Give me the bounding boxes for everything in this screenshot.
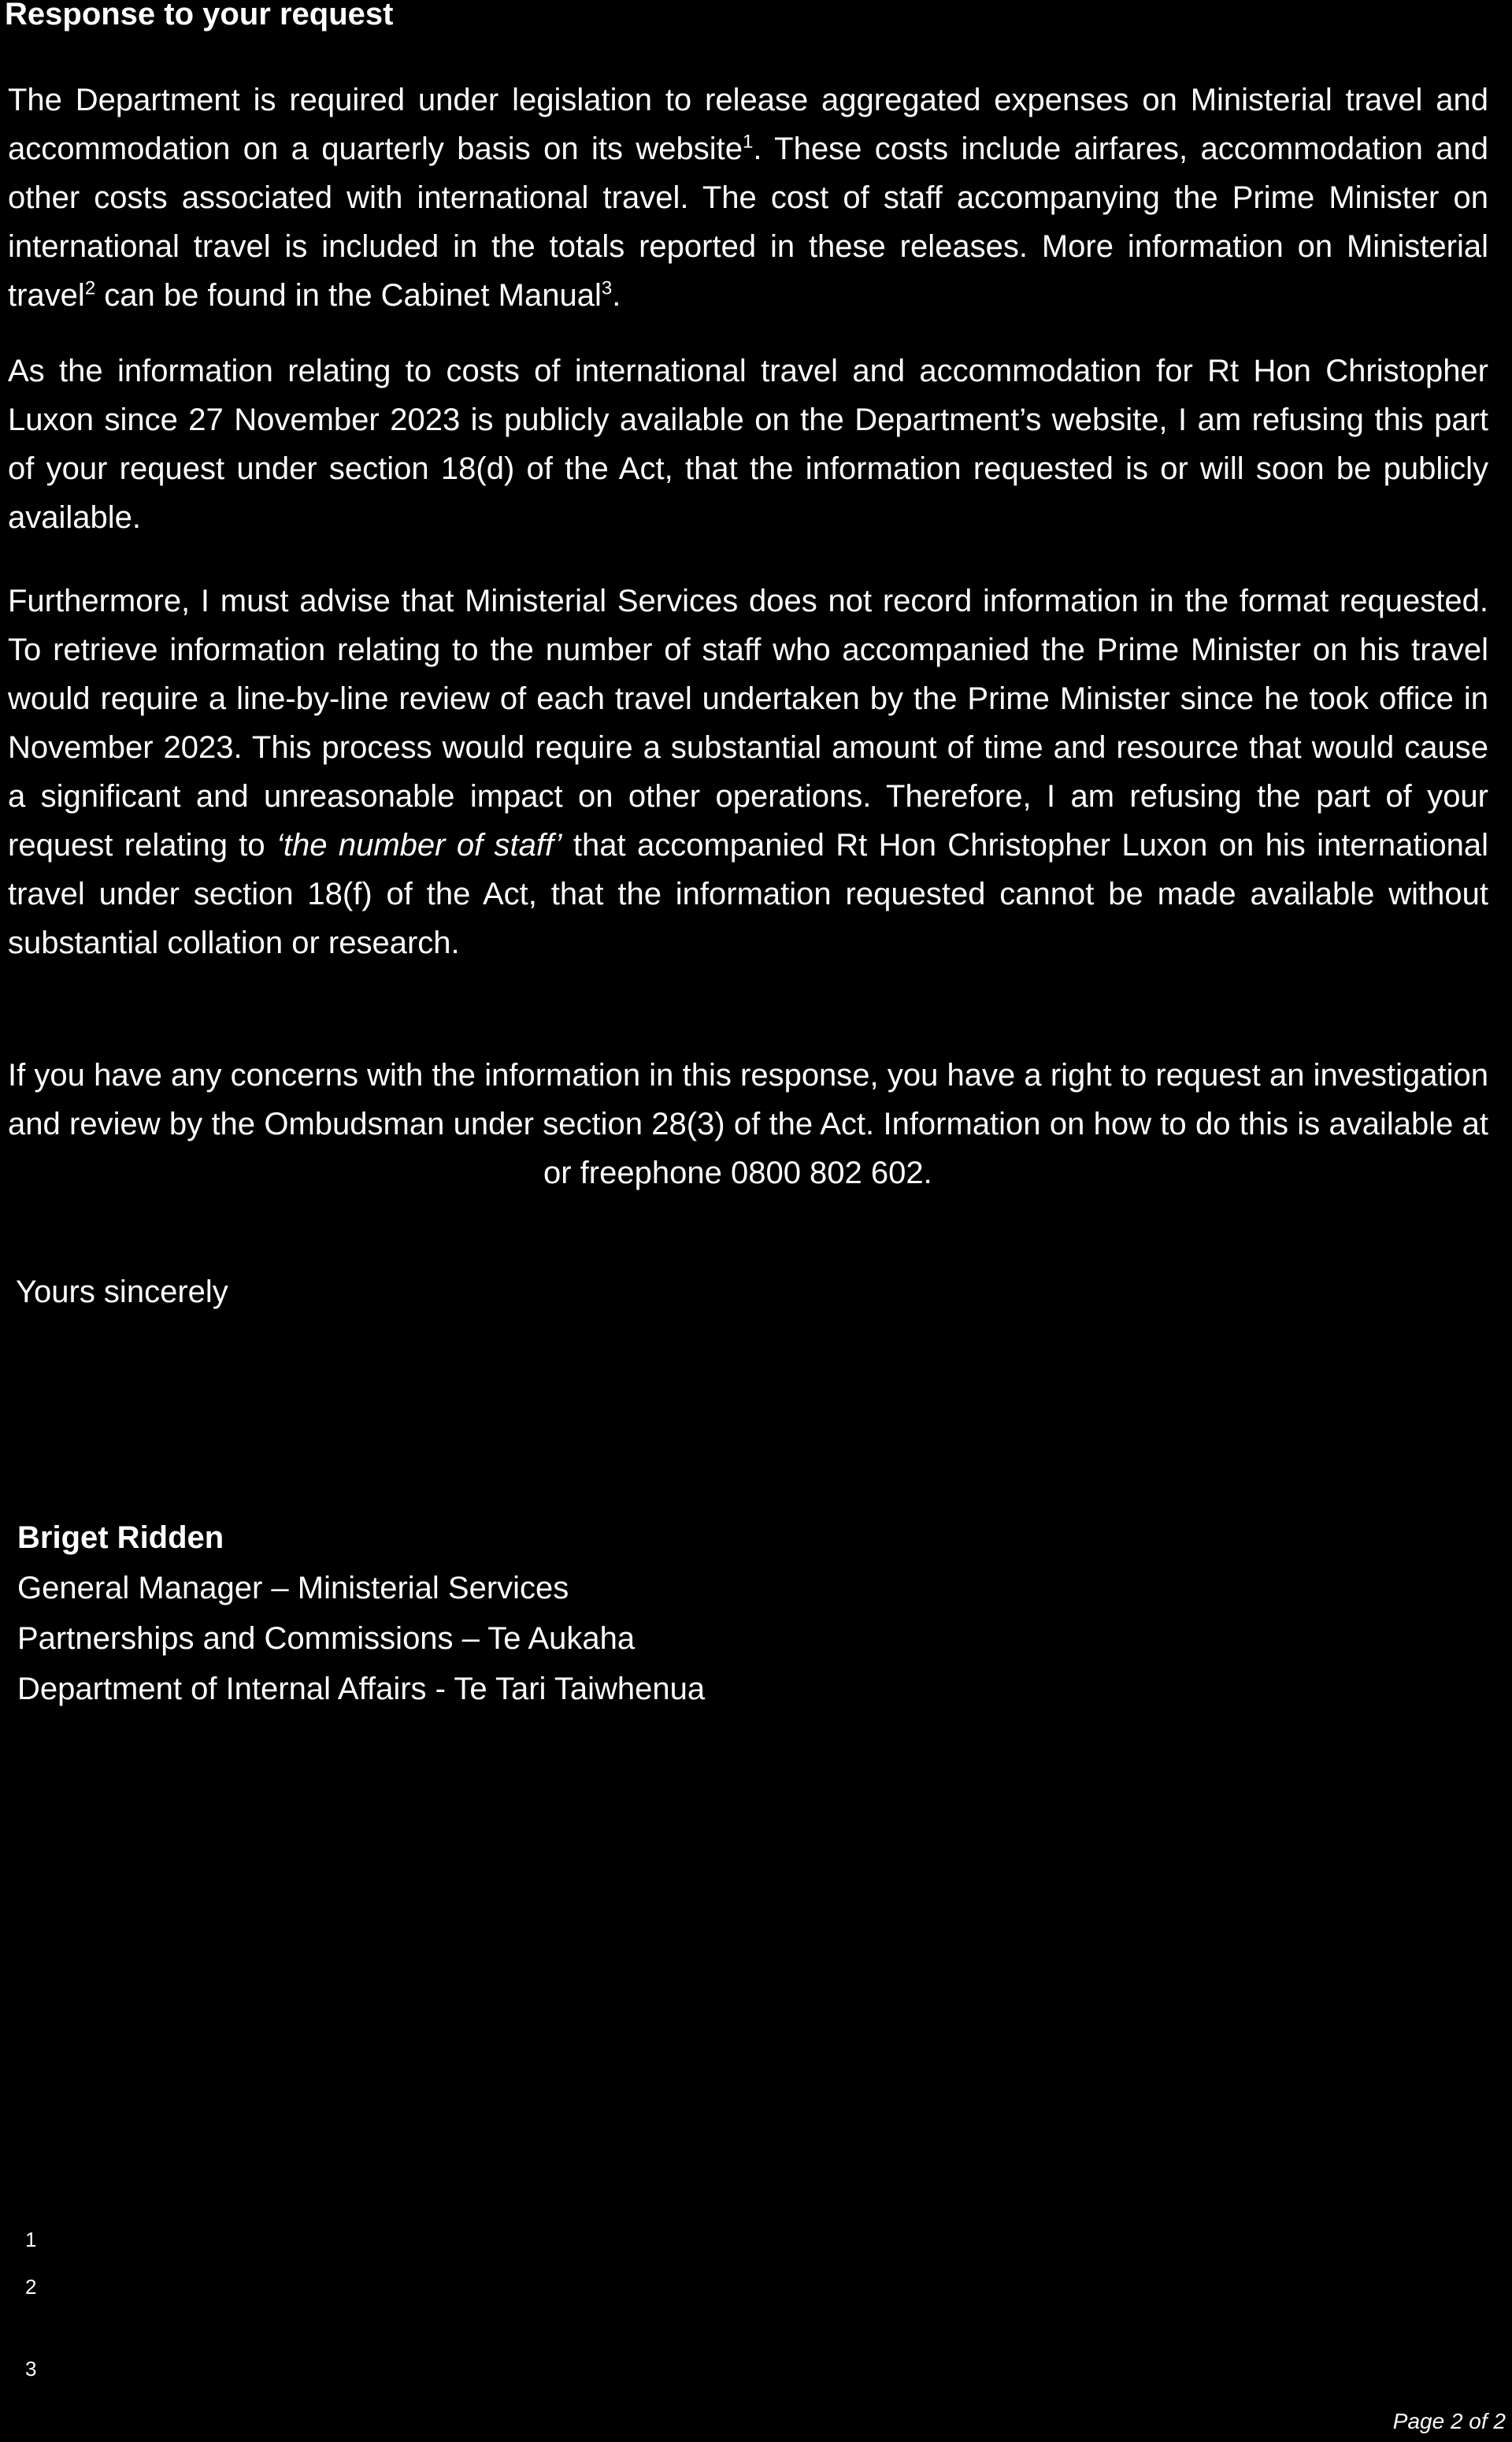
- paragraph-ombudsman: [8, 1051, 1488, 1197]
- paragraph-text: . These costs include airfares, accommodation and other costs associated with international travel. The cost of staff accompanying the Prime Minister on international travel is included in the totals reported in these releases. More information on Ministerial travel: [8, 132, 1489, 313]
- signatory-name: Briget Ridden: [17, 1520, 224, 1555]
- footnote-number: 3: [25, 2357, 37, 2381]
- paragraph-text: Furthermore, I must advise that Ministerial Services does not record information in the format requested. To retrieve information relating to the number of staff who accompanied the Prime Minister on his travel would require a line-by-line review of each travel undertaken by the Prime Minister since he took office in November 2023. This process would require a substantial amount of time and resource that would cause a significant and unreasonable impact on other operations. Therefore, I am refusing the part of your request relating to: [8, 584, 1488, 863]
- footnote-number: 1: [25, 2228, 37, 2251]
- signatory-unit: Partnerships and Commissions – Te Aukaha: [17, 1621, 636, 1656]
- paragraph-refusal: [8, 577, 1488, 967]
- paragraph-legislation: [8, 76, 1488, 320]
- footnote-number: 2: [25, 2275, 37, 2299]
- signature-block: [17, 1512, 705, 1714]
- signatory-title: General Manager – Ministerial Services: [17, 1571, 569, 1605]
- closing-salutation: Yours sincerely: [16, 1275, 228, 1309]
- signatory-department: Department of Internal Affairs - Te Tari Taiwhenua: [17, 1672, 706, 1706]
- page-number: Page 2 of 2: [1392, 2409, 1506, 2433]
- paragraph-text: can be found in the Cabinet Manual: [95, 278, 602, 313]
- quoted-emphasis: ‘the number of staff’: [276, 828, 562, 863]
- paragraph-public-info: As the information relating to costs of international travel and accommodation for Rt Hon Christopher Luxon since 27 November 2023 is publicly available on the Department’s website, I am refusing this part of your request under section 18(d) of the Act, that the information requested is or will soon be publicly available.: [8, 354, 1488, 535]
- paragraph-text: The Department is required under legislation to release aggregated expenses on Ministerial travel and accommodation on a quarterly basis on its website: [8, 83, 1488, 166]
- footnote-ref-1: 1: [743, 131, 754, 153]
- section-heading: Response to your request: [5, 0, 394, 32]
- footnote-ref-2: 2: [84, 277, 96, 299]
- footnote-ref-3: 3: [601, 277, 613, 299]
- paragraph-text: .: [612, 278, 621, 313]
- paragraph-text: If you have any concerns with the information in this response, you have a right to request an investigation and review by the Ombudsman under section 28(3) of the Act. Information on how to do this is available at: [8, 1058, 1488, 1141]
- paragraph-text: or freephone 0800 802 602.: [543, 1156, 932, 1190]
- paragraph-text: that accompanied Rt Hon Christopher Luxon on his international travel under section 18(f) of the Act, that the information requested cannot be made available without substantial collation or research.: [8, 828, 1489, 960]
